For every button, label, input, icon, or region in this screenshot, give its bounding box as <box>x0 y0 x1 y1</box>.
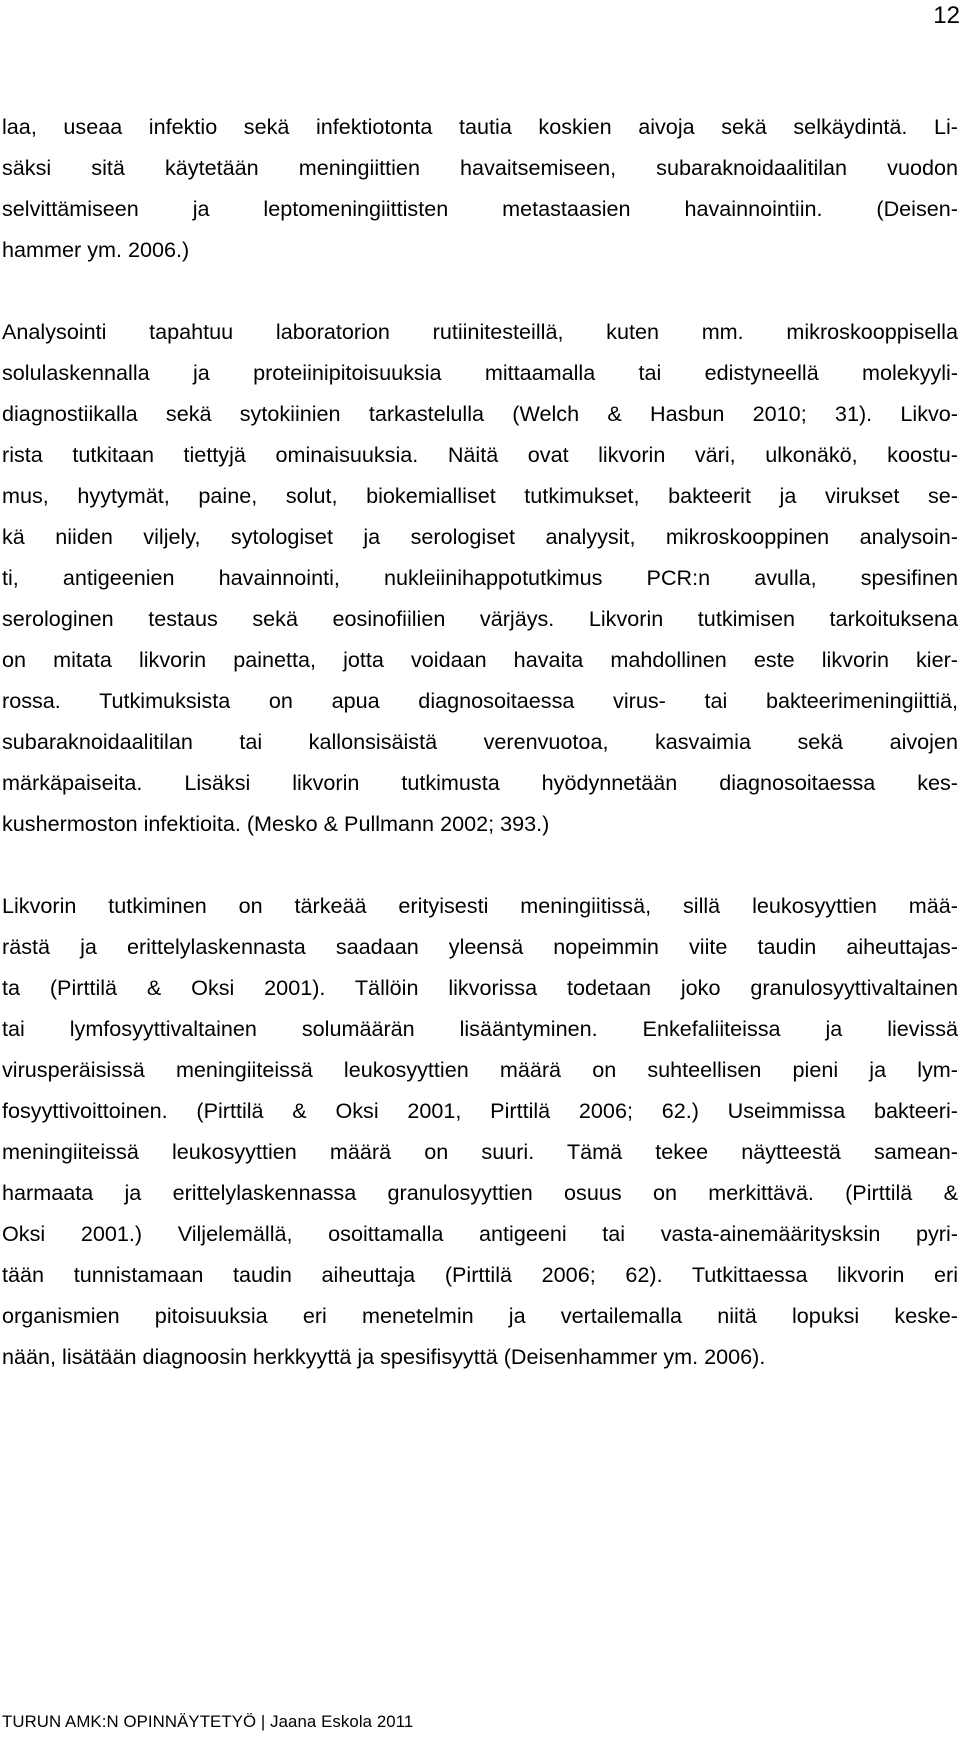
text-line: rästä ja erittelylaskennasta saadaan yleensä nopeimmin viite taudin aiheuttajas- <box>2 934 958 959</box>
text-line: virusperäisissä meningiiteissä leukosyyttien määrä on suhteellisen pieni ja lym- <box>2 1057 958 1082</box>
text-line: nään, lisätään diagnoosin herkkyyttä ja spesifisyyttä (Deisenhammer ym. 2006). <box>2 1344 766 1369</box>
text-line: ta (Pirttilä & Oksi 2001). Tällöin likvorissa todetaan joko granulosyyttivaltainen <box>2 975 958 1000</box>
text-line: selvittämiseen ja leptomeningiittisten metastaasien havainnointiin. (Deisen- <box>2 196 958 221</box>
paragraph-3 <box>2 885 958 1377</box>
text-line: Oksi 2001.) Viljelemällä, osoittamalla antigeeni tai vasta-ainemääritysksin pyri- <box>2 1221 958 1246</box>
text-line: tai lymfosyyttivaltainen solumäärän lisääntyminen. Enkefaliiteissa ja lievissä <box>2 1016 958 1041</box>
text-line: säksi sitä käytetään meningiittien havaitsemiseen, subaraknoidaalitilan vuodon <box>2 155 958 180</box>
text-line: kä niiden viljely, sytologiset ja serologiset analyysit, mikroskooppinen analysoin- <box>2 524 958 549</box>
text-line: on mitata likvorin painetta, jotta voidaan havaita mahdollinen este likvorin kier- <box>2 647 958 672</box>
text-line: rossa. Tutkimuksista on apua diagnosoitaessa virus- tai bakteerimeningiittiä, <box>2 688 958 713</box>
paragraph-1 <box>2 106 958 270</box>
text-line: märkäpaiseita. Lisäksi likvorin tutkimusta hyödynnetään diagnosoitaessa kes- <box>2 770 958 795</box>
text-line: serologinen testaus sekä eosinofiilien värjäys. Likvorin tutkimisen tarkoituksena <box>2 606 958 631</box>
text-line: organismien pitoisuuksia eri menetelmin ja vertailemalla niitä lopuksi keske- <box>2 1303 958 1328</box>
paragraph-2 <box>2 311 958 844</box>
body-text <box>2 106 958 1418</box>
page-footer: TURUN AMK:N OPINNÄYTETYÖ | Jaana Eskola 2011 <box>2 1712 414 1731</box>
text-line: mus, hyytymät, paine, solut, biokemialliset tutkimukset, bakteerit ja virukset se- <box>2 483 958 508</box>
text-line: hammer ym. 2006.) <box>2 237 190 262</box>
text-line: laa, useaa infektio sekä infektiotonta tautia koskien aivoja sekä selkäydintä. Li- <box>2 114 958 139</box>
text-line: meningiiteissä leukosyyttien määrä on suuri. Tämä tekee näytteestä samean- <box>2 1139 958 1164</box>
page-number: 12 <box>933 2 960 29</box>
text-line: kushermoston infektioita. (Mesko & Pullmann 2002; 393.) <box>2 811 550 836</box>
text-line: fosyyttivoittoinen. (Pirttilä & Oksi 2001, Pirttilä 2006; 62.) Useimmissa bakteeri- <box>2 1098 958 1123</box>
text-line: Likvorin tutkiminen on tärkeää erityisesti meningiitissä, sillä leukosyyttien mää- <box>2 893 958 918</box>
text-line: harmaata ja erittelylaskennassa granulosyyttien osuus on merkittävä. (Pirttilä & <box>2 1180 958 1205</box>
text-line: ti, antigeenien havainnointi, nukleiinihappotutkimus PCR:n avulla, spesifinen <box>2 565 958 590</box>
text-line: rista tutkitaan tiettyjä ominaisuuksia. Näitä ovat likvorin väri, ulkonäkö, koostu- <box>2 442 958 467</box>
text-line: diagnostiikalla sekä sytokiinien tarkastelulla (Welch & Hasbun 2010; 31). Likvo- <box>2 401 958 426</box>
text-line: subaraknoidaalitilan tai kallonsisäistä verenvuotoa, kasvaimia sekä aivojen <box>2 729 958 754</box>
text-line: Analysointi tapahtuu laboratorion rutiinitesteillä, kuten mm. mikroskooppisella <box>2 319 958 344</box>
text-line: tään tunnistamaan taudin aiheuttaja (Pirttilä 2006; 62). Tutkittaessa likvorin eri <box>2 1262 958 1287</box>
text-line: solulaskennalla ja proteiinipitoisuuksia mittaamalla tai edistyneellä molekyyli- <box>2 360 958 385</box>
